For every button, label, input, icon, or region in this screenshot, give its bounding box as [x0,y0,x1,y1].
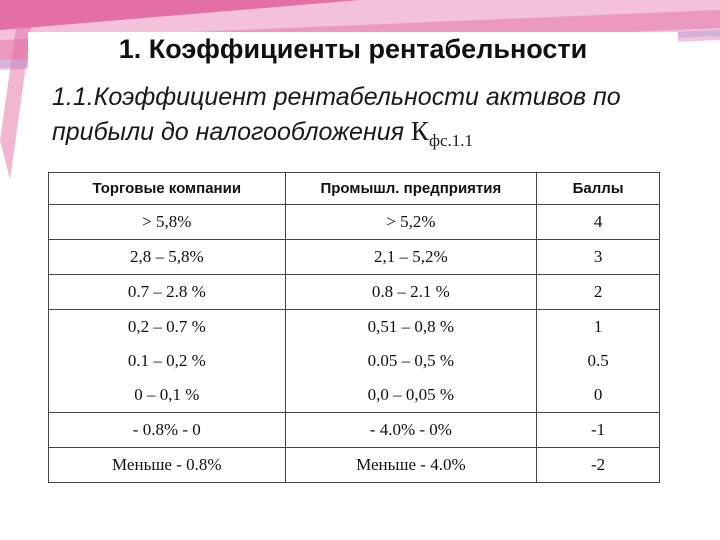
table-cell: 0,2 – 0.7 % [49,310,286,345]
table-cell: 0.05 – 0,5 % [285,344,537,378]
table-cell: 0.7 – 2.8 % [49,275,286,310]
table-cell: 2 [537,275,660,310]
table-cell: > 5,8% [49,205,286,240]
table-cell: 3 [537,240,660,275]
slide-subtitle [52,80,662,158]
table-row [49,378,660,413]
subtitle-symbol: К [410,116,429,146]
table-cell: 0.5 [537,344,660,378]
subtitle-text: 1.1.Коэффициент рентабельности активов по прибыли до налогообложения [52,83,621,146]
table-cell: 0 – 0,1 % [49,378,286,413]
header-points: Баллы [537,173,660,205]
table-row [49,413,660,448]
subtitle-subscript: фс.1.1 [428,131,473,150]
table-cell: 0,51 – 0,8 % [285,310,537,345]
header-industrial-enterprises: Промышл. предприятия [285,173,537,205]
table-cell: - 0.8% - 0 [49,413,286,448]
table-header-row [49,173,660,205]
table-row [49,275,660,310]
rating-table [48,172,660,483]
table-cell: Меньше - 0.8% [49,448,286,483]
table-cell: 0,0 – 0,05 % [285,378,537,413]
table-cell: - 4.0% - 0% [285,413,537,448]
table-cell: > 5,2% [285,205,537,240]
table-cell: 0.1 – 0,2 % [49,344,286,378]
table-row [49,240,660,275]
table-cell: 0.8 – 2.1 % [285,275,537,310]
table-row [49,448,660,483]
table-cell: 4 [537,205,660,240]
table-cell: 2,8 – 5,8% [49,240,286,275]
header-trade-companies: Торговые компании [49,173,286,205]
table-cell: 1 [537,310,660,345]
table-cell: Меньше - 4.0% [285,448,537,483]
table-cell: 0 [537,378,660,413]
table-cell: -2 [537,448,660,483]
slide-title: 1. Коэффициенты рентабельности [118,34,588,64]
table-row [49,205,660,240]
table-row [49,344,660,378]
table-row [49,310,660,345]
table-cell: 2,1 – 5,2% [285,240,537,275]
table-cell: -1 [537,413,660,448]
slide-content [28,32,678,486]
